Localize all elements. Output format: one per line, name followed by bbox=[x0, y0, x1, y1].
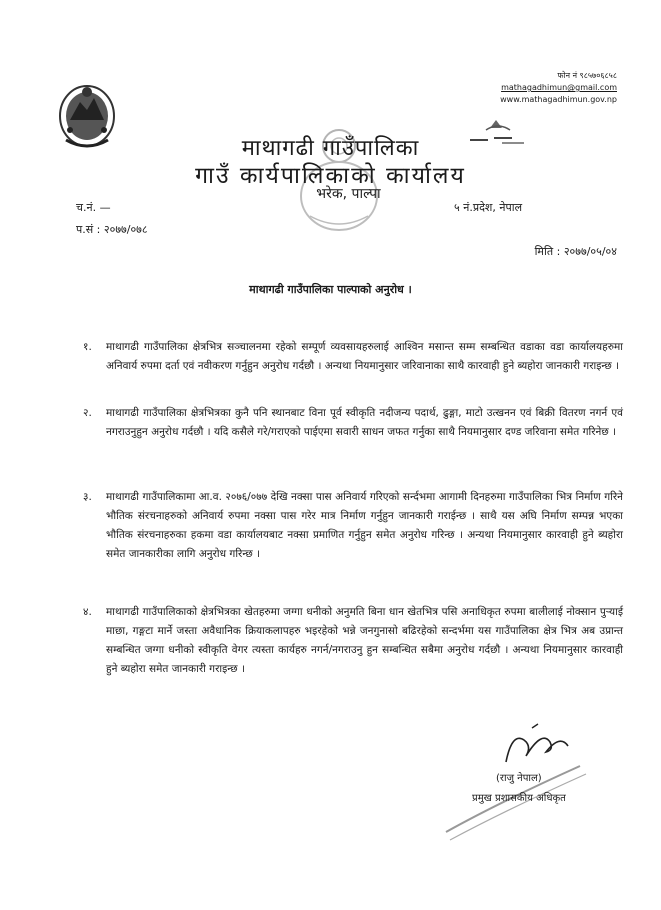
item-number: ३. bbox=[83, 491, 92, 503]
item-number: ४. bbox=[83, 606, 92, 618]
item-number: २. bbox=[83, 407, 92, 419]
office-name-line1: माथागढी गाउँपालिका bbox=[241, 136, 420, 161]
item-text: माथागढी गाउँपालिकाको क्षेत्रभित्रका खेतहरुमा जग्गा धनीको अनुमति बिना धान खेतभित्र पसि अनाधिकृत रुपमा बालीलाई नोक्सान पुऱ्याई माछा, गङ्गटा मार्ने जस्ता अवैधानिक क्रियाकलापहरु भइरहेको भन्ने जनगुनासो बढिरहेको सन्दर्भमा यस गाउँपालिका क्षेत्र भित्र अब उप्रान्त सम्बन्धित जग्गा धनीको स्वीकृति वेगर त्यस्ता कार्यहरु नगर्न/नगराउनु हुन सम्बन्धित सबैमा अनुरोध गर्दछौ । अन्यथा नियमानुसार कारवाही हुने ब्यहोरा समेत जानकारी गराइन्छ । bbox=[106, 606, 623, 675]
letter-date: मिति : २०७७/०५/०४ bbox=[534, 245, 617, 258]
item-number: १. bbox=[83, 341, 92, 353]
item-text: माथागढी गाउँपालिकामा आ.व. २०७६/०७७ देखि नक्सा पास अनिवार्य गरिएको सर्न्दभमा आगामी दिनहरुमा गाउँपालिका भित्र निर्माण गरिने भौतिक संरचनाहरुको अनिवार्य रुपमा नक्सा पास गरेर मात्र निर्माण गर्नुहुन जानकारी गराईन्छ । साथै यस अघि निर्माण सम्पन्न भएका भौतिक संरचनाहरुका हकमा वडा कार्यालयबाट नक्सा प्रमाणित गर्नुहुन समेत अनुरोध गरिन्छ । अन्यथा नियमानुसार कारवाही हुने ब्यहोरा समेत जानकारीका लागि अनुरोध गरिन्छ । bbox=[106, 491, 623, 560]
item-text: माथागढी गाउँपालिका क्षेत्रभित्र सञ्चालनमा रहेको सम्पूर्ण व्यवसायहरुलाई आश्विन मसान्त सम्म सम्बन्धित वडाका वडा कार्यालयहरुमा अनिवार्य रुपमा दर्ता एवं नवीकरण गर्नुहुन अनुरोध गर्दछौ । अन्यथा नियमानुसार जरिवानाका साथै कारवाही हुने ब्यहोरा जानकारी गराइन्छ । bbox=[106, 341, 623, 372]
province-label: ५ नं.प्रदेश, नेपाल bbox=[454, 201, 523, 214]
notice-item bbox=[83, 488, 623, 564]
letter-subject: माथागढी गाउँपालिका पाल्पाको अनुरोध । bbox=[249, 283, 412, 296]
contact-block bbox=[500, 70, 617, 106]
item-text: माथागढी गाउँपालिका क्षेत्रभित्रका कुनै पनि स्थानबाट विना पूर्व स्वीकृति नदीजन्य पदार्थ, ढुङ्गा, माटो उत्खनन एवं बिक्री वितरण नगर्न एवं नगराउनुहुन अनुरोध गर्दछौ । यदि कसैले गरे/गराएको पाईएमा सवारी साधन जफत गर्नुका साथै नियमानुसार दण्ड जरिवाना समेत गरिनेछ । bbox=[106, 407, 623, 438]
phone-number: फोन नं ९८५७०६८५८ bbox=[557, 71, 617, 80]
notice-item bbox=[83, 338, 623, 376]
notice-item bbox=[83, 404, 623, 442]
fiscal-year: प.सं : २०७७/०७८ bbox=[76, 223, 148, 236]
office-name-line2: गाउँ कार्यपालिकाको कार्यालय bbox=[195, 163, 466, 189]
signatory-title: प्रमुख प्रशासकीय अधिकृत bbox=[472, 793, 566, 804]
office-location: भरेक, पाल्पा bbox=[316, 186, 381, 202]
website-link[interactable]: www.mathagadhimun.gov.np bbox=[500, 95, 617, 104]
chalani-number: च.नं. — bbox=[76, 201, 111, 214]
email-link[interactable]: mathagadhimun@gmail.com bbox=[501, 83, 617, 92]
notice-item bbox=[83, 603, 623, 679]
signatory-name: (राजु नेपाल) bbox=[496, 773, 542, 784]
